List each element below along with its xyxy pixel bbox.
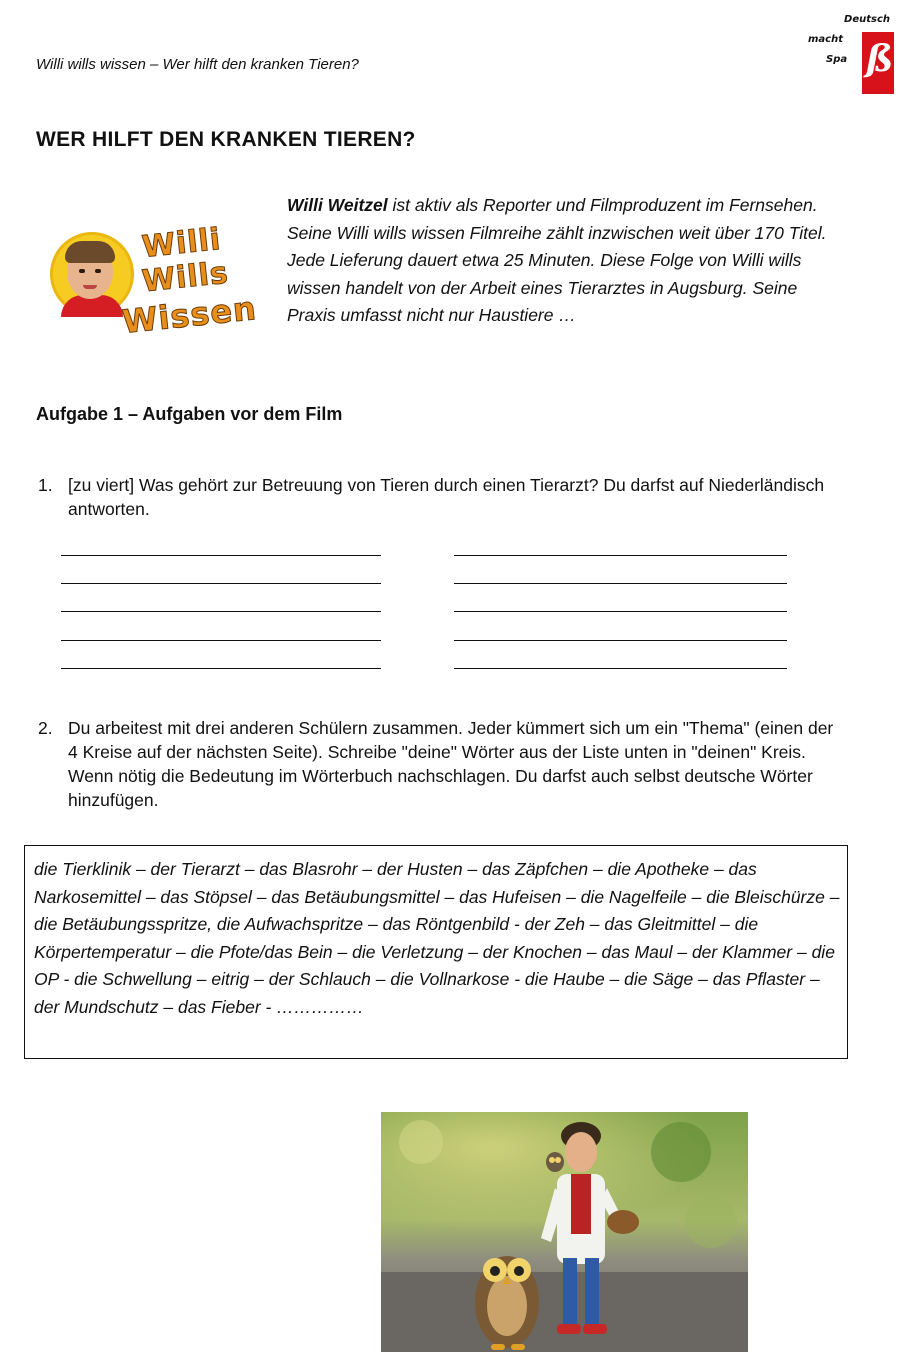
logo-letter: ß bbox=[866, 38, 894, 80]
task-text: Du arbeitest mit drei anderen Schülern zusammen. Jeder kümmert sich um ein "Thema" (einen der 4 Kreise auf der nächsten Seite). Schreibe "deine" Wörter aus der Liste unten in "deinen" Kreis. Wenn nötig die Bedeutung im Wörterbuch nachschlagen. Du darfst auch selbst deutsche Wörter hinzufügen. bbox=[68, 718, 834, 810]
word-list-box bbox=[24, 845, 848, 1059]
intro-text: ist aktiv als Reporter und Filmproduzent im Fernsehen. Seine Willi wills wissen Filmreihe zählt inzwischen weit über 170 Titel. Jede Lieferung dauert etwa 25 Minuten. Diese Folge von Willi wills wissen handelt von der Arbeit eines Tierarztes in Augsburg. Seine Praxis umfasst nicht nur Haustiere … bbox=[287, 195, 827, 325]
answer-line[interactable] bbox=[61, 611, 381, 612]
intro-name: Willi Weitzel bbox=[287, 195, 388, 215]
answer-line[interactable] bbox=[454, 668, 787, 669]
task-text: [zu viert] Was gehört zur Betreuung von Tieren durch einen Tierarzt? Du darfst auf Niederländisch antworten. bbox=[68, 475, 825, 519]
logo-word-deutsch: Deutsch bbox=[844, 14, 890, 25]
task-2 bbox=[38, 716, 838, 816]
answer-line[interactable] bbox=[61, 555, 381, 556]
answer-line[interactable] bbox=[61, 640, 381, 641]
willi-wills-wissen-logo bbox=[50, 222, 275, 344]
show-logo-word-wills: Wills bbox=[140, 255, 231, 300]
logo-word-spa: Spa bbox=[826, 54, 848, 65]
task-number: 2. bbox=[38, 718, 53, 738]
answer-line[interactable] bbox=[61, 668, 381, 669]
intro-paragraph bbox=[287, 192, 827, 330]
answer-line[interactable] bbox=[454, 583, 787, 584]
word-list: die Tierklinik – der Tierarzt – das Blasrohr – der Husten – das Zäpfchen – die Apotheke – das Narkosemittel – das Stöpsel – das Betäubungsmittel – das Hufeisen – die Nagelfeile – die Bleischürze – die Betäubungsspritze, die Aufwachspritze – das Röntgenbild - der Zeh – das Gleitmittel – die Körpertemperatur – die Pfote/das Bein – die Verletzung – der Knochen – das Maul – der Klammer – die OP - die Schwellung – eitrig – der Schlauch – die Vollnarkose - die Haube – die Säge – das Pflaster – der Mundschutz – das Fieber - …………… bbox=[34, 859, 840, 1017]
running-title: Willi wills wissen – Wer hilft den kranken Tieren? bbox=[36, 56, 359, 73]
answer-line[interactable] bbox=[454, 640, 787, 641]
show-logo-word-willi: Willi bbox=[140, 221, 223, 266]
task-number: 1. bbox=[38, 475, 53, 495]
vet-figurine-with-owl-icon bbox=[381, 1112, 748, 1352]
section-heading: Aufgabe 1 – Aufgaben vor dem Film bbox=[36, 404, 343, 424]
deutsch-macht-spass-logo bbox=[808, 10, 896, 96]
show-logo-word-wissen: Wissen bbox=[120, 289, 259, 341]
vet-figurine-photo bbox=[381, 1112, 748, 1352]
logo-red-block bbox=[862, 32, 894, 94]
document-title: WER HILFT DEN KRANKEN TIEREN? bbox=[36, 128, 416, 151]
logo-word-macht: macht bbox=[808, 34, 843, 45]
answer-line[interactable] bbox=[454, 611, 787, 612]
answer-line[interactable] bbox=[61, 583, 381, 584]
task-1 bbox=[38, 473, 828, 523]
answer-line[interactable] bbox=[454, 555, 787, 556]
